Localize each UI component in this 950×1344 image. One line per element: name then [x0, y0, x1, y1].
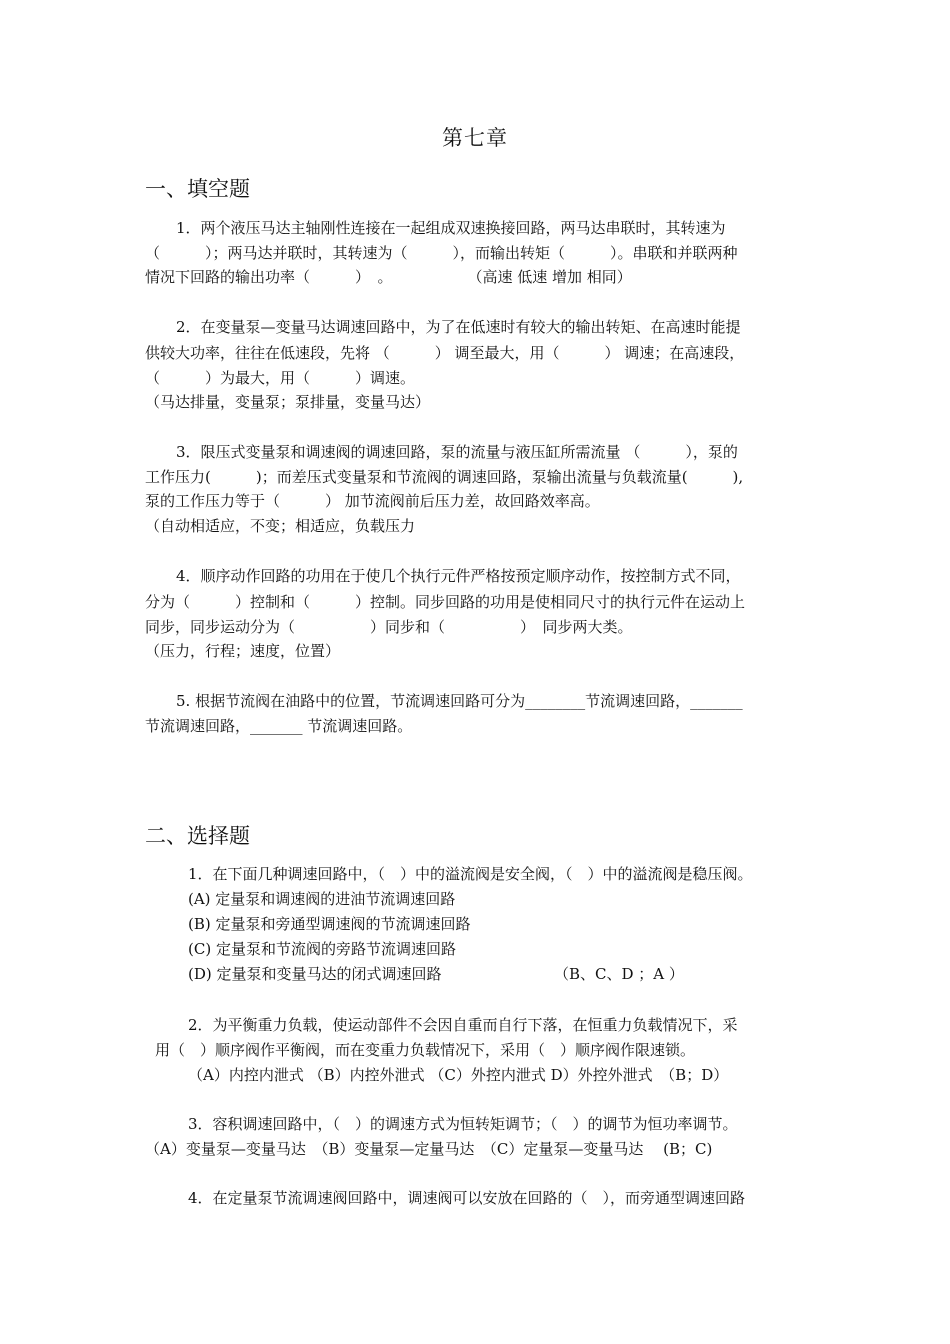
- option-line: （A）变量泵—变量马达 （B）变量泵—定量马达 （C）定量泵—变量马达 (B；C): [145, 1140, 713, 1158]
- text-line: 供较大功率，往往在低速段，先将 （ ） 调至最大，用（ ） 调速；在高速段，: [145, 344, 745, 362]
- text-line: 节流调速回路，_______ 节流调速回路。: [145, 717, 413, 735]
- text-line: 工作压力( )；而差压式变量泵和节流阀的调速回路，泵输出流量与负载流量( ),: [145, 468, 744, 486]
- text-line: 4．顺序动作回路的功用在于使几个执行元件严格按预定顺序动作，按控制方式不同，: [176, 567, 741, 585]
- text-line: 1．在下面几种调速回路中，（ ）中的溢流阀是安全阀，（ ）中的溢流阀是稳压阀。: [188, 865, 753, 883]
- text-line: 情况下回路的输出功率（ ） 。 （高速 低速 增加 相同）: [145, 268, 632, 286]
- section-heading-fill-blank: 一、填空题: [145, 177, 250, 201]
- option-line: (B) 定量泵和旁通型调速阀的节流调速回路: [188, 915, 471, 933]
- text-line: 4．在定量泵节流调速阀回路中，调速阀可以安放在回路的（ ），而旁通型调速回路: [188, 1189, 746, 1207]
- text-line: 用（ ）顺序阀作平衡阀，而在变重力负载情况下，采用（ ）顺序阀作限速锁。: [155, 1041, 696, 1059]
- text-line: 3．容积调速回路中，（ ）的调速方式为恒转矩调节；（ ）的调节为恒功率调节。: [188, 1115, 738, 1133]
- text-line: 2．在变量泵—变量马达调速回路中，为了在低速时有较大的输出转矩、在高速时能提: [176, 318, 741, 336]
- text-line: 1．两个液压马达主轴刚性连接在一起组成双速换接回路，两马达串联时，其转速为: [176, 219, 726, 237]
- answer-line: （马达排量，变量泵；泵排量，变量马达）: [145, 393, 431, 411]
- answer-line: （压力，行程；速度，位置）: [145, 642, 341, 660]
- text-line: 同步，同步运动分为（ ）同步和（ ） 同步两大类。: [145, 618, 633, 636]
- text-line: 泵的工作压力等于（ ） 加节流阀前后压力差，故回路效率高。: [145, 492, 600, 510]
- text-line: 分为（ ）控制和（ ）控制。同步回路的功用是使相同尺寸的执行元件在运动上: [145, 593, 746, 611]
- option-line: （A）内控内泄式 （B）内控外泄式 （C）外控内泄式 D）外控外泄式 （B；D）: [188, 1066, 729, 1084]
- text-line: 5. 根据节流阀在油路中的位置，节流调速回路可分为________节流调速回路，_______: [176, 692, 743, 710]
- option-line: (A) 定量泵和调速阀的进油节流调速回路: [188, 890, 456, 908]
- option-line: (C) 定量泵和节流阀的旁路节流调速回路: [188, 940, 456, 958]
- text-line: （ ）；两马达并联时，其转速为（ ），而输出转矩（ ）。串联和并联两种: [145, 244, 738, 262]
- section-heading-multiple-choice: 二、选择题: [145, 824, 250, 848]
- text-line: 3．限压式变量泵和调速阀的调速回路，泵的流量与液压缸所需流量 （ ），泵的: [176, 443, 738, 461]
- option-line: (D) 定量泵和变量马达的闭式调速回路 （B、C、D ；A ）: [188, 965, 684, 983]
- text-line: （ ）为最大，用（ ）调速。: [145, 369, 416, 387]
- answer-line: （自动相适应，不变；相适应，负载压力: [145, 517, 416, 535]
- text-line: 2．为平衡重力负载，使运动部件不会因自重而自行下落，在恒重力负载情况下，采: [188, 1016, 738, 1034]
- chapter-title: 第七章: [442, 126, 508, 150]
